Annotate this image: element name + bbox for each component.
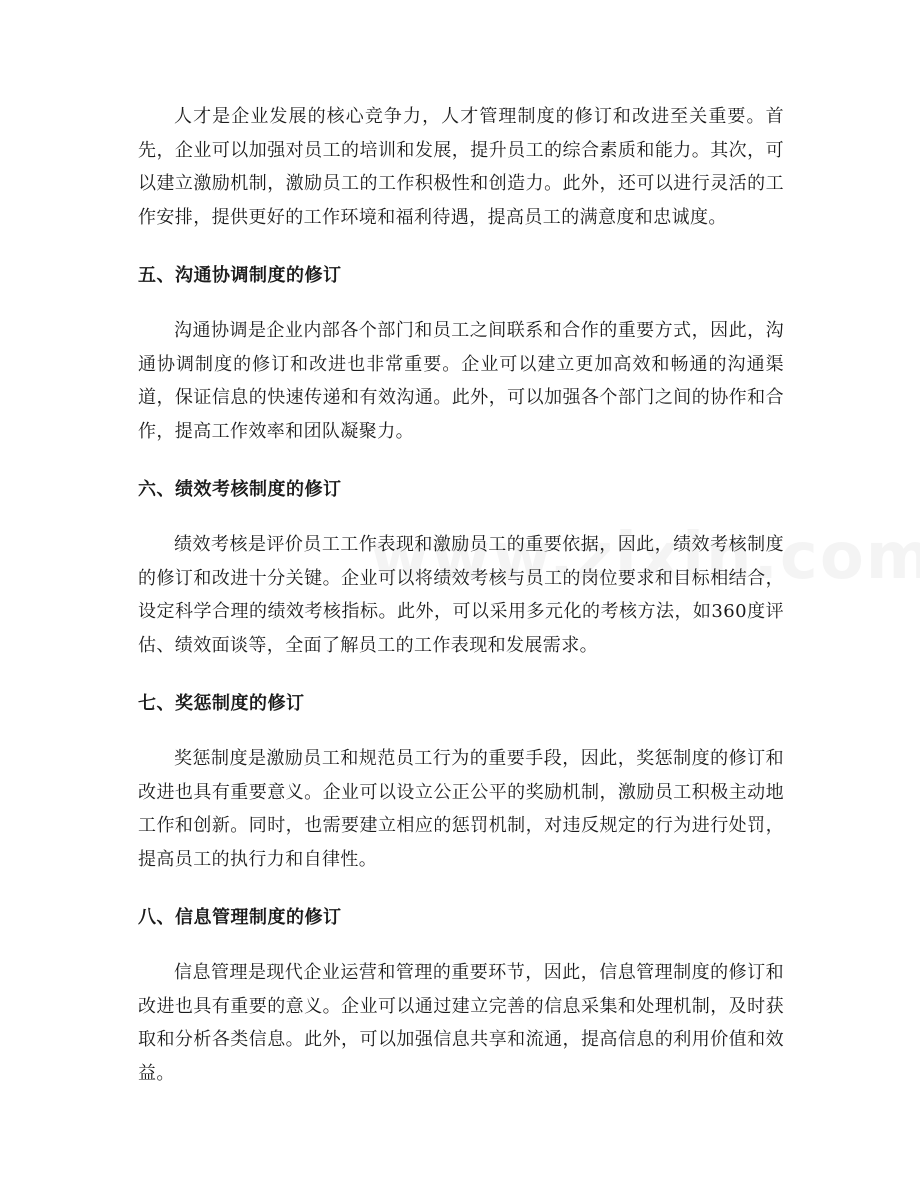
section-heading-8: 八、信息管理制度的修订: [138, 907, 342, 928]
section-heading-7: 七、奖惩制度的修订: [138, 693, 305, 714]
section-paragraph-5: 沟通协调是企业内部各个部门和员工之间联系和合作的重要方式，因此，沟通协调制度的修订和改进也非常重要。企业可以建立更加高效和畅通的沟通渠道，保证信息的快速传递和有效沟通。此外，可以加强各个部门之间的协作和合作，提高工作效率和团队凝聚力。: [138, 320, 784, 442]
section-heading-6: 六、绩效考核制度的修订: [138, 479, 342, 500]
intro-paragraph: 人才是企业发展的核心竞争力，人才管理制度的修订和改进至关重要。首先，企业可以加强对员工的培训和发展，提升员工的综合素质和能力。其次，可以建立激励机制，激励员工的工作积极性和创造力。此外，还可以进行灵活的工作安排，提供更好的工作环境和福利待遇，提高员工的满意度和忠诚度。: [138, 106, 784, 228]
section-paragraph-6: 绩效考核是评价员工工作表现和激励员工的重要依据，因此，绩效考核制度的修订和改进十分关键。企业可以将绩效考核与员工的岗位要求和目标相结合，设定科学合理的绩效考核指标。此外，可以采用多元化的考核方法，如360度评估、绩效面谈等，全面了解员工的工作表现和发展需求。: [138, 534, 784, 656]
section-paragraph-8: 信息管理是现代企业运营和管理的重要环节，因此，信息管理制度的修订和改进也具有重要的意义。企业可以通过建立完善的信息采集和处理机制，及时获取和分析各类信息。此外，可以加强信息共享和流通，提高信息的利用价值和效益。: [138, 962, 784, 1084]
document-body: [138, 100, 784, 1090]
section-paragraph-7: 奖惩制度是激励员工和规范员工行为的重要手段，因此，奖惩制度的修订和改进也具有重要意义。企业可以设立公正公平的奖励机制，激励员工积极主动地工作和创新。同时，也需要建立相应的惩罚机制，对违反规定的行为进行处罚，提高员工的执行力和自律性。: [138, 748, 784, 870]
section-heading-5: 五、沟通协调制度的修订: [138, 265, 342, 286]
